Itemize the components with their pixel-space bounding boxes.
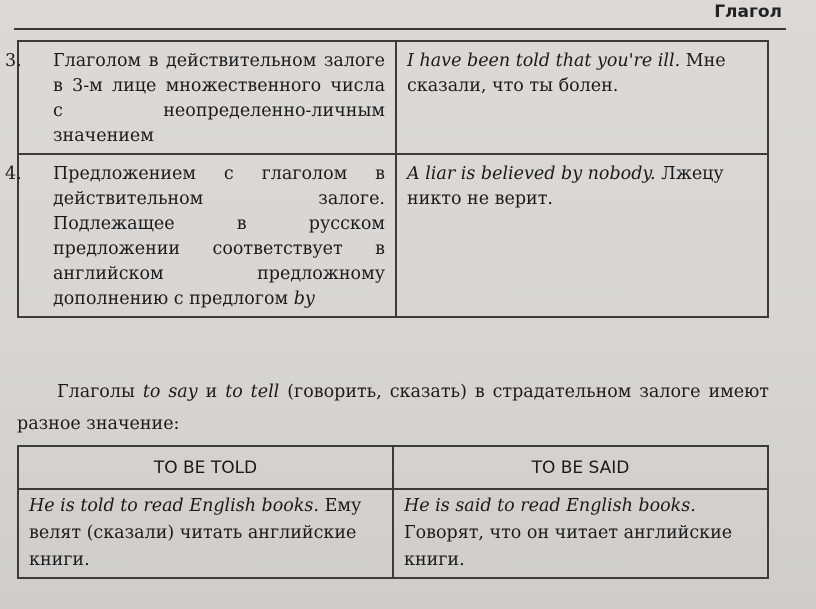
table-row [18, 154, 768, 317]
passive-translation-table [5, 40, 769, 318]
paragraph-text [17, 376, 769, 440]
rule-text [5, 162, 385, 312]
example-cell [396, 41, 768, 154]
rule-cell [5, 154, 396, 317]
example-cell [396, 154, 768, 317]
paragraph-part: и [205, 382, 218, 402]
rule-cell [5, 41, 396, 154]
example-english: He is told to read English books. [29, 496, 319, 516]
rule-description: Глаголом в действительном залоге в 3-м лице множественного числа с неопределенно-личным значением [53, 51, 385, 146]
verb-to-tell: to tell [225, 382, 280, 402]
table-header-row [18, 446, 768, 489]
rule-number: 4. [5, 164, 22, 184]
rule-text [5, 49, 385, 149]
preposition-by: by [293, 289, 315, 309]
verb-to-say: to say [142, 382, 198, 402]
example-english: I have been told that you're ill. [407, 51, 681, 71]
table-row [18, 489, 768, 578]
example-cell [18, 489, 393, 578]
say-tell-comparison-table [17, 445, 769, 579]
rule-description: Предложением с глаголом в действительном залоге. Подлежащее в русском предложении соответствует в английском предложному дополнению с предлогом [53, 164, 385, 309]
rule-number: 3. [5, 51, 22, 71]
header-rule [14, 28, 786, 30]
example-russian: Говорят, что он читает английские книги. [404, 523, 733, 570]
paragraph-part: (говорить, сказать) в страдательном залоге имеют разное значение: [17, 382, 769, 434]
example-cell [393, 489, 768, 578]
example-english: A liar is believed by nobody. [407, 164, 656, 184]
running-head: Глагол [714, 2, 782, 22]
example-russian: Лжецу никто не верит. [407, 164, 724, 209]
header-to-be-told: TO BE TOLD [18, 446, 393, 489]
explanation-paragraph [17, 376, 769, 440]
example-russian: Мне сказали, что ты болен. [407, 51, 726, 96]
example-russian: Ему велят (сказали) читать английские книги. [29, 496, 362, 570]
example-english: He is said to read English books. [404, 496, 696, 516]
table-row [18, 41, 768, 154]
header-to-be-said: TO BE SAID [393, 446, 768, 489]
paragraph-part: Глаголы [57, 382, 135, 402]
